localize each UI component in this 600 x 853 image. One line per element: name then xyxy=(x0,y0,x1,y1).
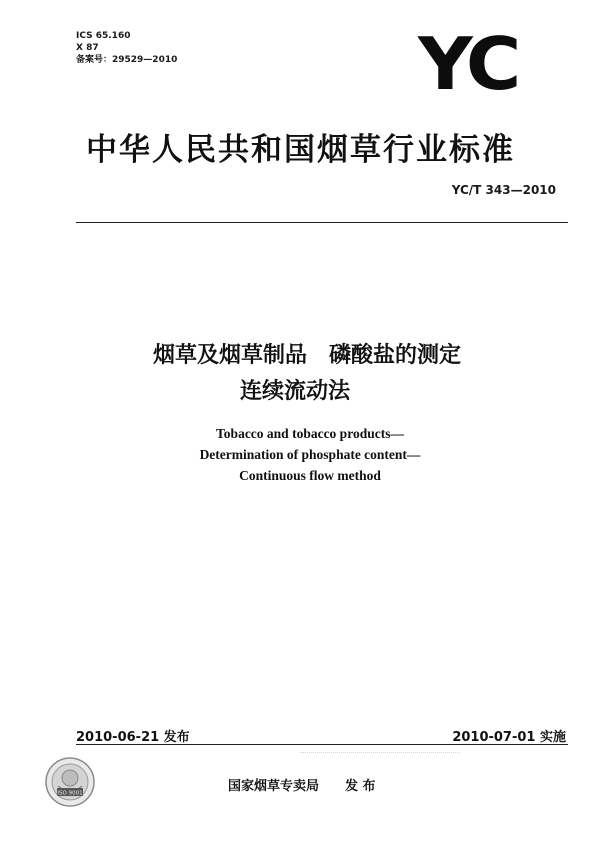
ics-code: ICS 65.160 xyxy=(76,31,131,41)
issuing-authority: 国家烟草专卖局 发 布 xyxy=(228,779,376,794)
class-code: X 87 xyxy=(76,43,99,53)
en-title-line-3: Continuous flow method xyxy=(239,468,381,483)
en-title-line-1: Tobacco and tobacco products— xyxy=(216,426,404,441)
en-title-line-2: Determination of phosphate content— xyxy=(199,447,421,462)
yc-logo: YC xyxy=(418,22,518,106)
implementation-date: 2010-07-01 实施 xyxy=(452,730,566,745)
filing-number: 备案号：29529—2010 xyxy=(76,55,178,65)
scan-artifact xyxy=(300,752,460,753)
standard-number: YC/T 343—2010 xyxy=(451,183,556,197)
issue-date: 2010-06-21 发布 xyxy=(76,730,190,745)
stamp-text: ISO 9001 xyxy=(57,790,83,797)
zh-title-line-2: 连续流动法 xyxy=(239,379,350,404)
classification-block xyxy=(76,30,177,66)
zh-title-line-1: 烟草及烟草制品 磷酸盐的测定 xyxy=(152,343,461,368)
bottom-divider xyxy=(76,744,568,745)
certification-stamp-icon xyxy=(44,756,96,808)
standard-title: 中华人民共和国烟草行业标准 xyxy=(86,132,515,168)
top-divider xyxy=(76,222,568,223)
